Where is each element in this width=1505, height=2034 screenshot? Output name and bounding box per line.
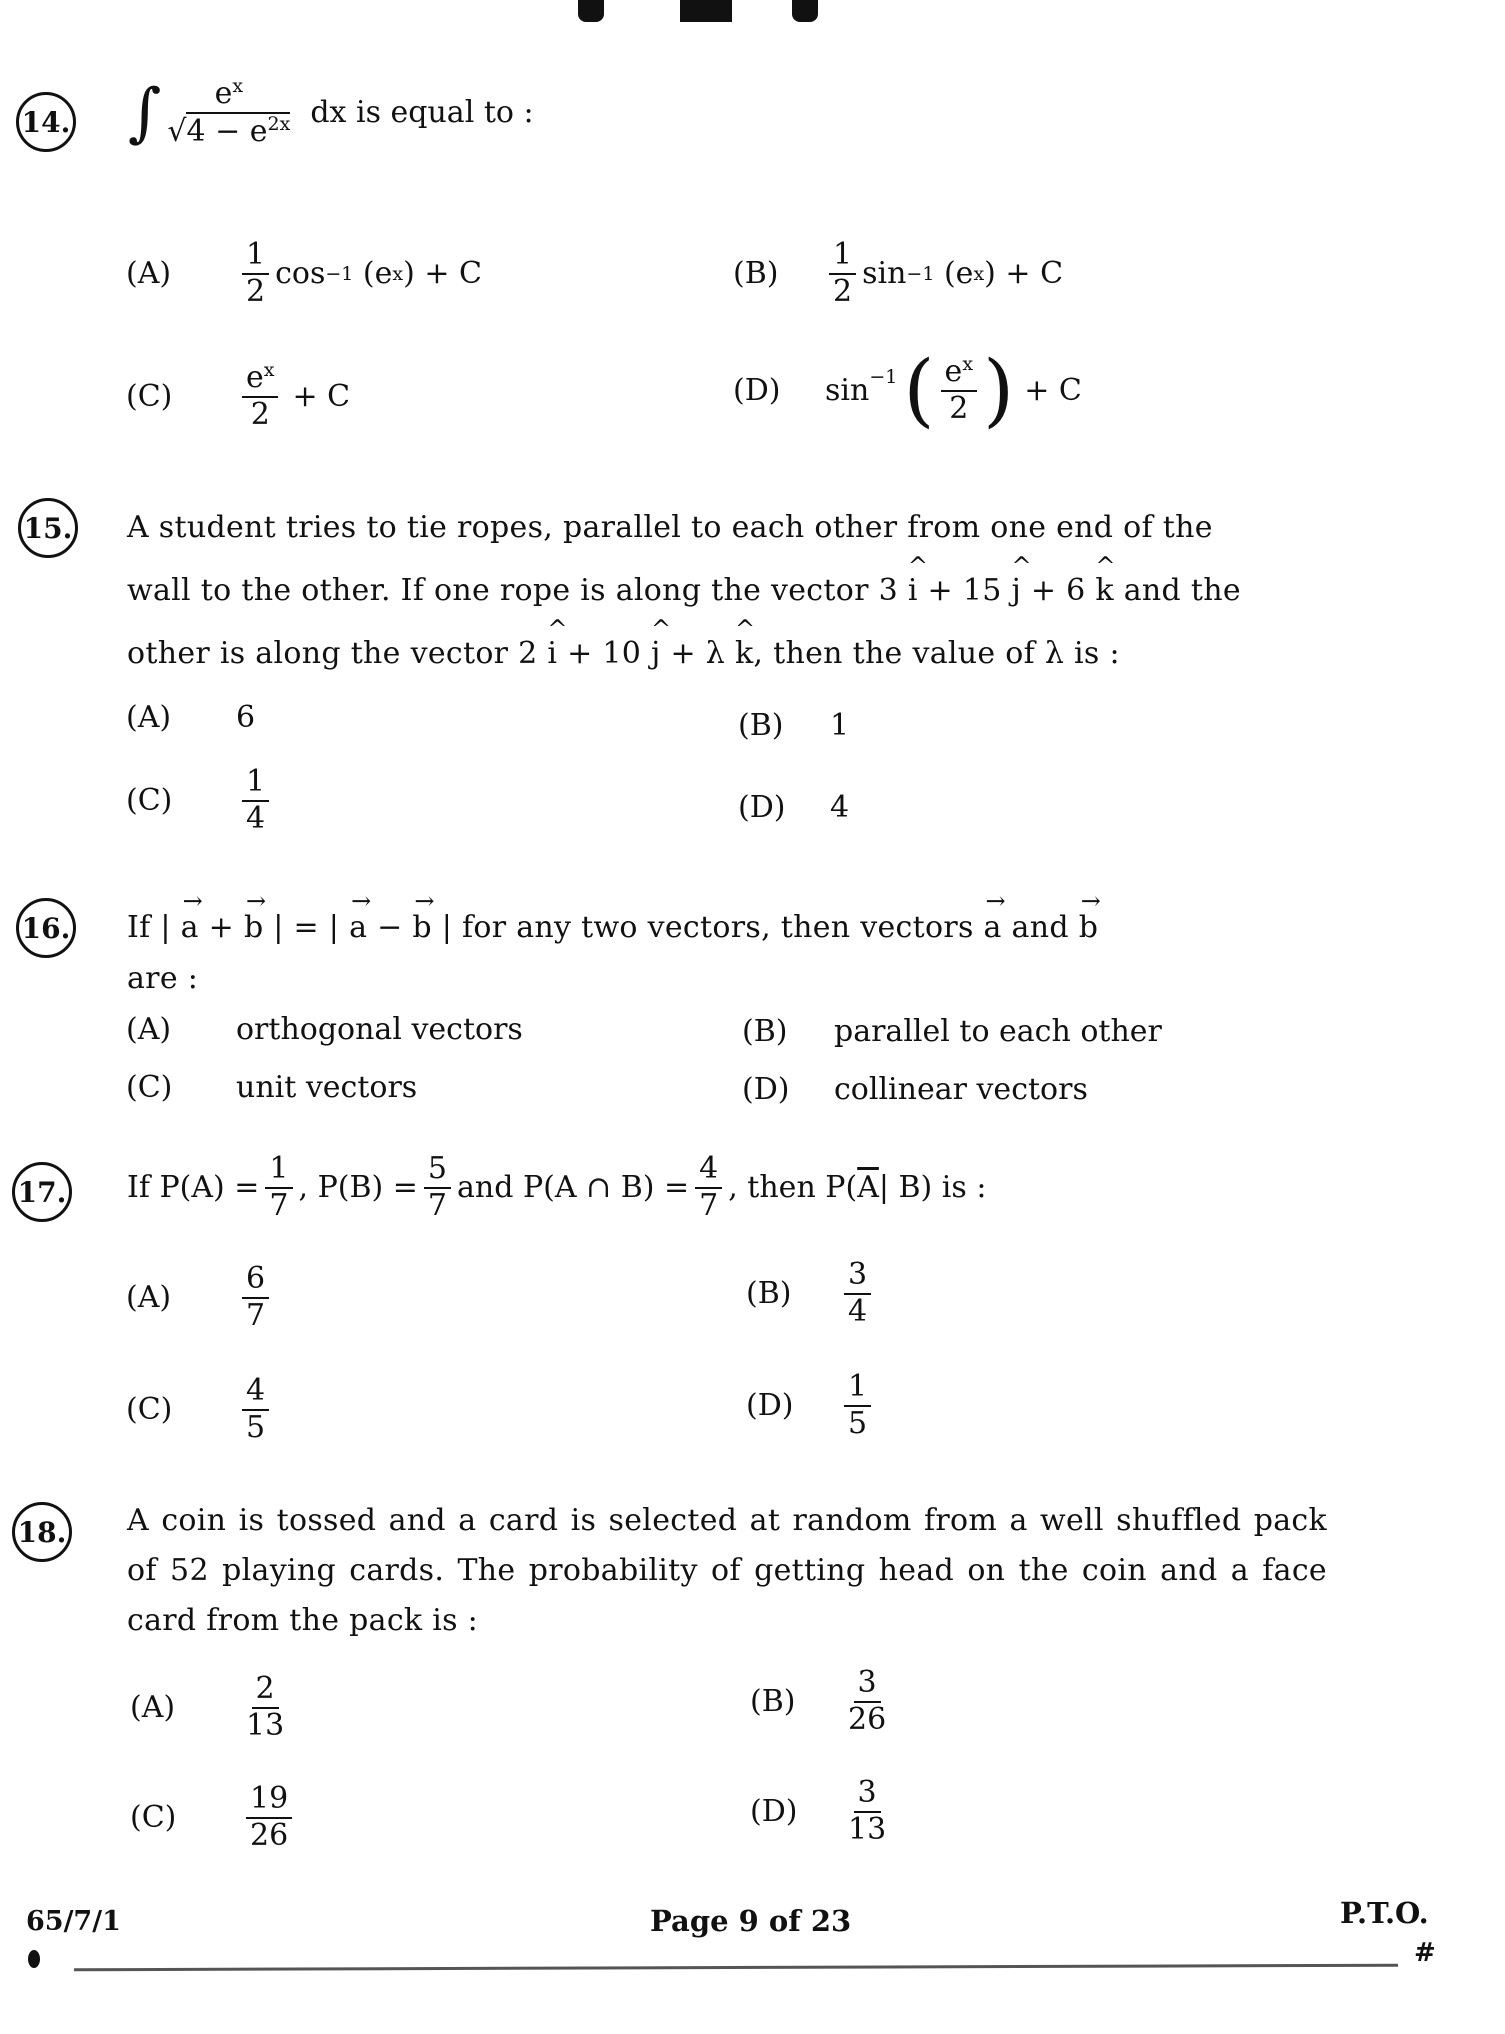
option-value: parallel to each other — [834, 1014, 1162, 1049]
option-b[interactable] — [738, 708, 849, 743]
exponent: −1 — [869, 366, 898, 388]
option-d[interactable] — [738, 790, 849, 825]
constant: + C — [1024, 372, 1082, 408]
option-c[interactable] — [126, 1374, 275, 1445]
registration-mark-icon — [792, 0, 818, 22]
numerator: 2 — [252, 1672, 279, 1709]
denominator: 2 — [949, 390, 969, 426]
hash-mark: # — [1414, 1938, 1436, 1968]
denominator: 2 — [250, 396, 270, 432]
unit-vector: ^ k — [1095, 559, 1113, 622]
stem-line — [127, 622, 1327, 685]
unit-vector: ^ k — [735, 622, 753, 685]
right-paren: ) — [983, 343, 1015, 436]
exponent: x — [962, 353, 974, 375]
option-label: (B) — [750, 1684, 796, 1719]
numerator: e — [944, 354, 963, 389]
exponent: 2x — [267, 112, 291, 135]
denominator: 2 — [833, 273, 853, 309]
denominator: 4 − e — [186, 113, 268, 149]
text: | for any two vectors, then vectors — [431, 910, 984, 945]
vector-a: → a — [984, 896, 1002, 959]
option-label: (B) — [738, 708, 784, 743]
text: , P(B) = — [298, 1170, 418, 1205]
option-label: (C) — [126, 1070, 173, 1105]
question-number: 15. — [18, 498, 78, 558]
vector-b: → b — [244, 896, 264, 959]
numerator: 4 — [242, 1374, 269, 1411]
numerator: 1 — [844, 1370, 871, 1407]
numerator: 19 — [246, 1782, 292, 1819]
exponent: −1 — [906, 262, 935, 285]
option-c[interactable] — [126, 1070, 417, 1105]
page-number: Page 9 of 23 — [650, 1904, 852, 1938]
option-b[interactable] — [750, 1666, 892, 1737]
vector-b: → b — [412, 896, 432, 959]
denominator: 26 — [250, 1817, 289, 1853]
stem-line — [127, 559, 1327, 622]
option-value: 1 — [830, 708, 850, 743]
function: cos — [275, 256, 326, 291]
option-label: (B) — [733, 256, 779, 291]
numerator: 1 — [242, 765, 269, 802]
vector-a: → a — [349, 896, 367, 959]
option-d[interactable] — [746, 1370, 877, 1441]
option-label: (D) — [742, 1072, 790, 1107]
numerator: 4 — [695, 1152, 722, 1189]
text: + 15 — [917, 573, 1002, 608]
option-value: orthogonal vectors — [236, 1012, 523, 1047]
denominator: 5 — [848, 1405, 868, 1441]
numerator: 3 — [854, 1666, 881, 1703]
function: sin — [825, 372, 870, 408]
text: If P(A) = — [127, 1170, 260, 1205]
option-label: (C) — [126, 1392, 173, 1427]
text: − — [367, 910, 413, 945]
question-number: 16. — [16, 898, 76, 958]
exponent: x — [973, 262, 985, 285]
question-number: 17. — [12, 1162, 72, 1222]
question-number: 18. — [12, 1502, 72, 1562]
unit-vector: ^ i — [908, 559, 918, 622]
question-14-stem — [128, 76, 534, 149]
constant: + C — [292, 378, 351, 414]
question-18-stem: A coin is tossed and a card is selected at random from a well shuffled pack of 52 playing cards. The probability of getting head on the coin and a face card from the pack is : — [127, 1503, 1327, 1638]
option-a[interactable] — [126, 700, 255, 735]
text: , then P( — [728, 1170, 858, 1205]
option-label: (B) — [746, 1276, 792, 1311]
denominator: 7 — [246, 1297, 266, 1333]
option-label: (C) — [126, 783, 173, 818]
option-b[interactable] — [742, 1014, 1162, 1049]
option-label: (D) — [750, 1794, 798, 1829]
option-label: (B) — [742, 1014, 788, 1049]
option-a[interactable] — [130, 1672, 290, 1743]
numerator: 3 — [854, 1776, 881, 1813]
constant: ) + C — [403, 256, 482, 291]
option-d[interactable] — [750, 1776, 892, 1847]
complement-a: $\overline{A}$ — [857, 1170, 879, 1205]
unit-vector: ^ i — [547, 622, 557, 685]
numerator: 1 — [242, 238, 269, 275]
option-b[interactable] — [746, 1258, 877, 1329]
vector-a: → a — [181, 896, 199, 959]
option-label: (A) — [126, 1280, 172, 1315]
numerator: 5 — [424, 1152, 451, 1189]
option-label: (C) — [126, 378, 173, 414]
option-d[interactable] — [742, 1072, 1088, 1107]
option-value: unit vectors — [236, 1070, 418, 1105]
numerator: 1 — [829, 238, 856, 275]
option-label: (A) — [126, 1012, 172, 1047]
bullet-mark — [28, 1950, 40, 1968]
unit-vector: ^ j — [651, 622, 661, 685]
stem-line: A student tries to tie ropes, parallel to each other from one end of the — [127, 510, 1213, 545]
left-paren: ( — [903, 343, 935, 436]
option-label: (A) — [126, 256, 172, 291]
option-a[interactable] — [126, 1262, 275, 1333]
pto-label: P.T.O. — [1340, 1896, 1429, 1930]
numerator: 1 — [265, 1152, 292, 1189]
option-c[interactable] — [130, 1782, 298, 1853]
stem-line — [127, 896, 1327, 959]
text: other is along the vector 2 — [127, 636, 538, 671]
denominator: 5 — [246, 1409, 266, 1445]
numerator: 3 — [844, 1258, 871, 1295]
option-label: (A) — [130, 1690, 176, 1725]
option-d[interactable] — [733, 343, 1082, 436]
denominator: 7 — [269, 1187, 289, 1223]
option-c[interactable] — [126, 765, 275, 836]
paper-code: 65/7/1 — [26, 1906, 121, 1937]
integral-sign: ∫ — [128, 75, 162, 150]
exponent: x — [232, 75, 244, 97]
question-17-stem — [127, 1152, 986, 1223]
option-label: (D) — [733, 372, 781, 408]
stem-text: dx is equal to : — [310, 95, 534, 130]
denominator: 4 — [246, 800, 266, 836]
denominator: 13 — [848, 1811, 887, 1847]
question-15-stem — [127, 496, 1327, 685]
denominator: 7 — [699, 1187, 719, 1223]
text: wall to the other. If one rope is along the vector 3 — [127, 573, 898, 608]
denominator: 7 — [427, 1187, 447, 1223]
text: + 6 — [1021, 573, 1086, 608]
text: If | — [127, 910, 181, 945]
option-a[interactable] — [126, 1012, 523, 1047]
option-value: 4 — [830, 790, 850, 825]
text: | = | — [263, 910, 350, 945]
registration-mark-icon — [578, 0, 604, 22]
text: + λ — [660, 636, 726, 671]
text: and the — [1113, 573, 1241, 608]
option-label: (D) — [746, 1388, 794, 1423]
stem-line: are : — [127, 961, 199, 996]
constant: ) + C — [984, 256, 1064, 291]
denominator: 26 — [848, 1701, 887, 1737]
exponent: x — [263, 359, 275, 381]
denominator: 2 — [246, 273, 266, 309]
denominator: 4 — [848, 1293, 868, 1329]
option-label: (A) — [126, 700, 172, 735]
text: + 10 — [557, 636, 642, 671]
integrand-fraction: $\frac{e^x}{√4 - e^{2x}}$ — [167, 75, 291, 149]
exponent: x — [392, 262, 404, 285]
text: | B) is : — [878, 1170, 987, 1205]
option-label: (C) — [130, 1800, 177, 1835]
footer-rule — [74, 1964, 1398, 1972]
numerator: e — [246, 360, 264, 395]
numerator: 6 — [242, 1262, 269, 1299]
option-a[interactable] — [126, 238, 482, 309]
qr-code-icon — [680, 0, 732, 22]
numerator: e — [214, 76, 233, 111]
argument: (e — [362, 256, 393, 291]
vector-b: → b — [1079, 896, 1099, 959]
text: + — [198, 910, 244, 945]
option-label: (D) — [738, 790, 786, 825]
option-b[interactable] — [733, 238, 1063, 309]
text: and — [1001, 910, 1079, 945]
option-c[interactable] — [126, 360, 350, 432]
text: and P(A ∩ B) = — [457, 1170, 690, 1205]
argument: (e — [943, 256, 974, 291]
option-value: 6 — [236, 700, 256, 735]
exponent: −1 — [325, 262, 354, 285]
unit-vector: ^ j — [1011, 559, 1021, 622]
option-value: collinear vectors — [834, 1072, 1088, 1107]
question-number: 14. — [16, 92, 76, 152]
function: sin — [862, 256, 907, 291]
text: , then the value of λ is : — [753, 636, 1120, 671]
denominator: 13 — [246, 1707, 285, 1743]
question-16-stem — [127, 896, 1327, 999]
